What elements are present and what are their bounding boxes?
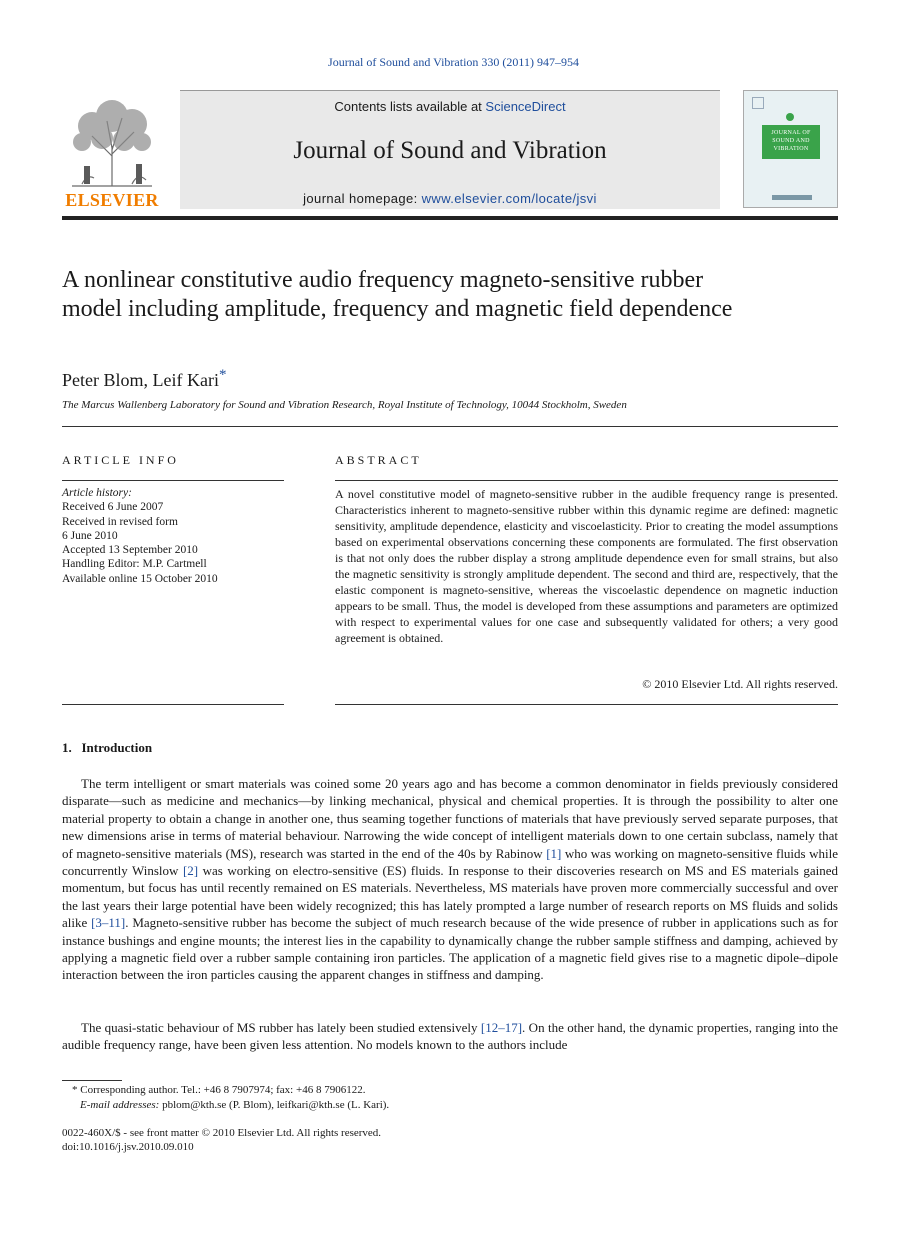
affiliation-divider — [62, 426, 838, 427]
abstract-bottom-divider — [335, 704, 838, 705]
citation-link[interactable]: [2] — [182, 863, 199, 879]
article-info-heading: ARTICLE INFO — [62, 453, 179, 467]
article-title: A nonlinear constitutive audio frequency magneto-sensitive rubber model including amplitude, frequency and magnetic field dependence — [62, 267, 733, 322]
history-label: Article history: — [62, 487, 132, 499]
history-entry: Received in revised form — [62, 515, 178, 528]
masthead — [62, 90, 838, 208]
article-info-bottom-divider — [62, 704, 284, 705]
history-entry: Accepted 13 September 2010 — [62, 544, 198, 557]
footnote-divider — [62, 1080, 122, 1081]
journal-citation[interactable]: Journal of Sound and Vibration 330 (2011) 947–954 — [328, 55, 579, 69]
section-title: Introduction — [81, 740, 153, 755]
cover-title-text: JOURNAL OF SOUND AND VIBRATION — [771, 130, 811, 152]
header-divider — [62, 216, 838, 220]
corresponding-author-footnote: * Corresponding author. Tel.: +46 8 7907974; fax: +46 8 7906122. — [72, 1084, 366, 1096]
abstract-copyright: © 2010 Elsevier Ltd. All rights reserved. — [642, 677, 838, 691]
cover-corner-mark — [752, 97, 764, 109]
corresponding-author-mark[interactable]: * — [218, 367, 227, 383]
abstract-divider — [335, 480, 838, 481]
citation-link[interactable]: [3–11] — [91, 915, 126, 931]
email-label: E-mail addresses: — [80, 1099, 160, 1111]
journal-homepage-link[interactable]: www.elsevier.com/locate/jsvi — [421, 191, 597, 206]
section-heading-introduction — [62, 740, 152, 756]
history-entry: Handling Editor: M.P. Cartmell — [62, 558, 207, 571]
email-footnote — [80, 1098, 389, 1113]
journal-homepage-line: journal homepage: www.elsevier.com/locate/jsvi — [303, 191, 597, 206]
sciencedirect-link[interactable]: ScienceDirect — [485, 99, 566, 114]
history-entry: Available online 15 October 2010 — [62, 572, 218, 585]
author-affiliation: The Marcus Wallenberg Laboratory for Sound and Vibration Research, Royal Institute of Technology, 10044 Stockholm, Sweden — [62, 399, 627, 411]
cover-publisher-mark — [772, 195, 812, 200]
contents-available-line: Contents lists available at ScienceDirect — [334, 99, 566, 114]
footnote-mark: * — [72, 1084, 78, 1096]
intro-paragraph-2: The quasi-static behaviour of MS rubber has lately been studied extensively [12–17]. On the other hand, the dynamic properties, ranging into the audible frequency range, have been given less attention. No models known to the authors include — [62, 1020, 838, 1053]
cover-logo-dot — [786, 113, 794, 121]
journal-cover-thumbnail[interactable] — [743, 90, 838, 208]
citation-link[interactable]: [1] — [546, 845, 562, 861]
elsevier-wordmark[interactable]: ELSEVIER — [65, 190, 159, 210]
front-matter-notice: 0022-460X/$ - see front matter © 2010 Elsevier Ltd. All rights reserved. — [62, 1127, 382, 1139]
citation-link[interactable]: [12–17] — [480, 1020, 523, 1035]
article-authors: Peter Blom, Leif Kari* — [62, 367, 227, 390]
doi[interactable]: doi:10.1016/j.jsv.2010.09.010 — [62, 1141, 194, 1153]
journal-name: Journal of Sound and Vibration — [293, 137, 607, 164]
article-info-divider — [62, 480, 284, 481]
abstract-heading: ABSTRACT — [335, 453, 422, 467]
intro-paragraph-1: The term intelligent or smart materials was coined some 20 years ago and has become a common denominator in fields previously considered disparate—such as medicine and mechanics—by linking mechanical, physical and chemical properties. It is through the possibility to alter one material property to obtain a change in another one, thus seaming together functions of materials that have previously served separate purposes, that new dimensions arise in terms of material behaviour. Narrowing the wide concept of intelligent materials down to one certain subclass, namely that of magneto-sensitive materials (MS), research was started in the end of the 40s by Rabinow [1] who was working on magneto-sensitive fluids while concurrently Winslow [2] was working on electro-sensitive (ES) fluids. In response to their discoveries research on MS and ES materials gained momentum, but focus has until recently remained on ES materials. Nevertheless, MS materials have proven more commercially successful and over the last years their large potential have been widely recognized; this has lately prompted a large number of research reports on MS fluids and solids alike [3–11]. Magneto-sensitive rubber has become the subject of much research because of the wide presence of rubber in applications such as for instance bushings and engine mounts; the interest lies in the capability to dynamically change the rubber sample stiffness and damping, achieved by applying a magnetic field over a rubber sample containing iron particles. The application of a magnetic field gives rise to a magnetic dipole–dipole interaction between the iron particles causing the apparent changes in stiffness and damping. — [62, 776, 839, 983]
journal-banner — [180, 90, 720, 209]
abstract-body: A novel constitutive model of magneto-sensitive rubber in the audible frequency range is presented. Characteristics inherent to magneto-sensitive rubber within this dynamic regime are defined: magnetic sensitivity, amplitude dependence, elasticity and viscoelasticity. Prior to creating the model assumptions based on experimental observations concerning these components are formulated. The first observation is that not only does the rubber display a strong amplitude dependence even for small strains, but also the magnetic sensitivity is strongly amplitude dependent. The second and third are, respectively, that the elastic component is magneto-sensitive, whereas the viscoelastic dependence on magnetic induction appears to be small. Thus, the model is developed from these assumptions and parameters are optimized with respect to experimental values for one case and subsequently validated for others; a very good agreement is obtained. — [335, 487, 838, 645]
history-entry: 6 June 2010 — [62, 529, 118, 542]
email-addresses[interactable]: pblom@kth.se (P. Blom), leifkari@kth.se (L. Kari). — [162, 1099, 390, 1111]
article-history — [62, 486, 218, 586]
history-entry: Received 6 June 2007 — [62, 501, 164, 514]
section-number: 1. — [62, 740, 72, 755]
